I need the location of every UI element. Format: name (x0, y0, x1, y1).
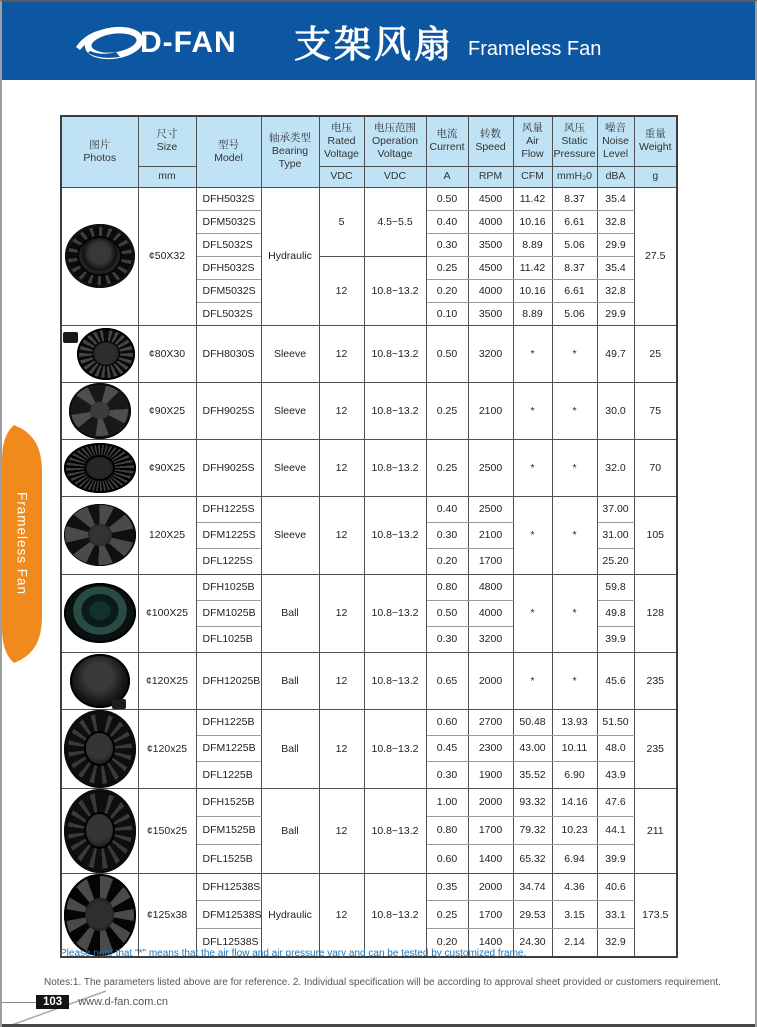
noise-cell: 30.0 (597, 382, 634, 439)
noise-cell: 32.8 (597, 279, 634, 302)
page-title (294, 2, 601, 80)
air-flow-cell: 11.42 (513, 187, 552, 210)
size-cell: ¢125x38 (138, 873, 196, 957)
air-flow-cell: 29.53 (513, 901, 552, 929)
model-cell: DFH1525B (196, 788, 261, 816)
fan-photo-cell (61, 439, 138, 496)
col-header-en: Current (429, 141, 465, 154)
weight-cell: 105 (634, 496, 677, 574)
col-header-static-pressure (552, 116, 597, 166)
static-pressure-cell: * (552, 496, 597, 574)
fan-swoosh-icon (72, 20, 146, 66)
rated-voltage-cell: 12 (319, 788, 364, 873)
air-flow-cell: 35.52 (513, 762, 552, 788)
fan-photo (69, 383, 131, 439)
noise-cell: 49.7 (597, 325, 634, 382)
operation-voltage-cell: 10.8~13.2 (364, 574, 426, 652)
col-header-en: Bearing Type (271, 145, 309, 171)
bearing-cell: Sleeve (261, 439, 319, 496)
model-cell: DFM5032S (196, 210, 261, 233)
noise-cell: 29.9 (597, 233, 634, 256)
spec-row (61, 873, 677, 901)
air-flow-cell: 34.74 (513, 873, 552, 901)
fan-photo-cell (61, 873, 138, 957)
noise-cell: 32.8 (597, 210, 634, 233)
size-cell: ¢100X25 (138, 574, 196, 652)
col-unit-rated-voltage: VDC (319, 166, 364, 187)
speed-cell: 2700 (468, 709, 513, 735)
static-pressure-cell: 14.16 (552, 788, 597, 816)
col-header-weight (634, 116, 677, 166)
col-header-operation-voltage (364, 116, 426, 166)
spec-row (61, 496, 677, 522)
fan-photo (64, 789, 136, 873)
current-cell: 0.40 (426, 496, 468, 522)
col-unit-speed: RPM (468, 166, 513, 187)
fan-photo (64, 504, 136, 566)
page-number-badge: 103 (36, 995, 69, 1009)
weight-cell: 235 (634, 652, 677, 709)
col-header-en: Air Flow (521, 134, 544, 160)
spec-row (61, 187, 677, 210)
operation-voltage-cell: 4.5~5.5 (364, 187, 426, 256)
col-header-noise-level (597, 116, 634, 166)
model-cell: DFL1025B (196, 626, 261, 652)
size-cell: 120X25 (138, 496, 196, 574)
current-cell: 0.60 (426, 845, 468, 873)
noise-cell: 59.8 (597, 574, 634, 600)
static-pressure-cell: 8.37 (552, 187, 597, 210)
model-cell: DFH1225S (196, 496, 261, 522)
fan-photo-cell (61, 325, 138, 382)
rated-voltage-cell: 5 (319, 187, 364, 256)
col-header-zh: 轴承类型 (269, 132, 311, 145)
speed-cell: 4500 (468, 256, 513, 279)
spec-row (61, 709, 677, 735)
size-cell: ¢120X25 (138, 652, 196, 709)
website-url: www.d-fan.com.cn (78, 996, 169, 1008)
current-cell: 0.30 (426, 626, 468, 652)
weight-cell: 173.5 (634, 873, 677, 957)
speed-cell: 2000 (468, 788, 513, 816)
weight-cell: 128 (634, 574, 677, 652)
fan-photo-cell (61, 709, 138, 788)
rated-voltage-cell: 12 (319, 652, 364, 709)
current-cell: 0.25 (426, 256, 468, 279)
fan-photo-cell (61, 496, 138, 574)
size-cell: ¢120x25 (138, 709, 196, 788)
rated-voltage-cell: 12 (319, 256, 364, 325)
speed-cell: 3200 (468, 626, 513, 652)
rated-voltage-cell: 12 (319, 382, 364, 439)
col-unit-static-pressure: mmH₂0 (552, 166, 597, 187)
col-header-en: Static Pressure (553, 134, 596, 160)
footer-rule (2, 1002, 36, 1003)
air-flow-cell: * (513, 382, 552, 439)
current-cell: 1.00 (426, 788, 468, 816)
col-header-en: Rated Voltage (323, 134, 360, 160)
speed-cell: 2500 (468, 496, 513, 522)
speed-cell: 1400 (468, 845, 513, 873)
air-flow-cell: * (513, 652, 552, 709)
fan-photo (64, 874, 136, 956)
speed-cell: 1900 (468, 762, 513, 788)
air-flow-cell: * (513, 574, 552, 652)
speed-cell: 1400 (468, 929, 513, 957)
static-pressure-cell: * (552, 574, 597, 652)
bearing-cell: Ball (261, 652, 319, 709)
current-cell: 0.20 (426, 929, 468, 957)
speed-cell: 2100 (468, 382, 513, 439)
col-header-bearing-type (261, 116, 319, 187)
side-tab-label: Frameless Fan (14, 492, 30, 596)
page-title-chinese: 支架风扇 (294, 24, 454, 65)
static-pressure-cell: 5.06 (552, 302, 597, 325)
asterisk-footnote: Please note that "*" means that the air flow and air pressure vary and can be tested by customized frame. (60, 948, 527, 959)
static-pressure-cell: 10.23 (552, 816, 597, 844)
col-header-zh: 噪音 (605, 121, 626, 134)
bearing-cell: Sleeve (261, 496, 319, 574)
col-header-zh: 重量 (644, 128, 666, 141)
noise-cell: 32.0 (597, 439, 634, 496)
spec-row (61, 788, 677, 816)
fan-photo-cell (61, 652, 138, 709)
col-header-zh: 风压 (564, 121, 585, 134)
operation-voltage-cell: 10.8~13.2 (364, 652, 426, 709)
size-cell: ¢80X30 (138, 325, 196, 382)
noise-cell: 48.0 (597, 735, 634, 761)
speed-cell: 2100 (468, 522, 513, 548)
speed-cell: 4000 (468, 600, 513, 626)
col-header-en: Size (156, 141, 178, 154)
speed-cell: 4500 (468, 187, 513, 210)
col-header-en: Operation Voltage (371, 134, 419, 160)
static-pressure-cell: * (552, 652, 597, 709)
current-cell: 0.40 (426, 210, 468, 233)
air-flow-cell: 43.00 (513, 735, 552, 761)
static-pressure-cell: * (552, 439, 597, 496)
current-cell: 0.80 (426, 574, 468, 600)
col-header-air-flow (513, 116, 552, 166)
col-unit-noise-level: dBA (597, 166, 634, 187)
operation-voltage-cell: 10.8~13.2 (364, 382, 426, 439)
rated-voltage-cell: 12 (319, 496, 364, 574)
rated-voltage-cell: 12 (319, 574, 364, 652)
speed-cell: 4800 (468, 574, 513, 600)
col-header-en: Noise Level (602, 134, 629, 160)
current-cell: 0.30 (426, 233, 468, 256)
fan-photo (64, 583, 136, 643)
operation-voltage-cell: 10.8~13.2 (364, 709, 426, 788)
model-cell: DFH9025S (196, 382, 261, 439)
noise-cell: 40.6 (597, 873, 634, 901)
model-cell: DFH1025B (196, 574, 261, 600)
current-cell: 0.30 (426, 522, 468, 548)
current-cell: 0.50 (426, 600, 468, 626)
model-cell: DFL1225S (196, 548, 261, 574)
air-flow-cell: 24.30 (513, 929, 552, 957)
model-cell: DFH5032S (196, 256, 261, 279)
noise-cell: 43.9 (597, 762, 634, 788)
fan-photo-cell (61, 574, 138, 652)
current-cell: 0.20 (426, 548, 468, 574)
static-pressure-cell: 8.37 (552, 256, 597, 279)
current-cell: 0.10 (426, 302, 468, 325)
model-cell: DFH9025S (196, 439, 261, 496)
noise-cell: 39.9 (597, 626, 634, 652)
size-cell: ¢90X25 (138, 439, 196, 496)
header-bar (2, 2, 755, 80)
operation-voltage-cell: 10.8~13.2 (364, 873, 426, 957)
static-pressure-cell: 13.93 (552, 709, 597, 735)
col-header-model (196, 116, 261, 187)
noise-cell: 25.20 (597, 548, 634, 574)
noise-cell: 39.9 (597, 845, 634, 873)
model-cell: DFM12538S (196, 901, 261, 929)
bearing-cell: Sleeve (261, 382, 319, 439)
air-flow-cell: * (513, 325, 552, 382)
weight-cell: 27.5 (634, 187, 677, 325)
spec-row (61, 382, 677, 439)
bearing-cell: Ball (261, 788, 319, 873)
col-unit-current: A (426, 166, 468, 187)
operation-voltage-cell: 10.8~13.2 (364, 439, 426, 496)
speed-cell: 2000 (468, 652, 513, 709)
noise-cell: 35.4 (597, 187, 634, 210)
col-header-en: Weight (639, 141, 672, 154)
bearing-cell: Ball (261, 709, 319, 788)
current-cell: 0.60 (426, 709, 468, 735)
col-header-zh: 电流 (436, 128, 458, 141)
speed-cell: 3500 (468, 302, 513, 325)
bearing-cell: Ball (261, 574, 319, 652)
col-header-photos (61, 116, 138, 187)
rated-voltage-cell: 12 (319, 325, 364, 382)
noise-cell: 33.1 (597, 901, 634, 929)
noise-cell: 47.6 (597, 788, 634, 816)
noise-cell: 35.4 (597, 256, 634, 279)
current-cell: 0.20 (426, 279, 468, 302)
weight-cell: 75 (634, 382, 677, 439)
col-unit-operation-voltage: VDC (364, 166, 426, 187)
current-cell: 0.50 (426, 187, 468, 210)
static-pressure-cell: 10.11 (552, 735, 597, 761)
static-pressure-cell: 6.61 (552, 279, 597, 302)
weight-cell: 235 (634, 709, 677, 788)
model-cell: DFM1225B (196, 735, 261, 761)
weight-cell: 70 (634, 439, 677, 496)
current-cell: 0.25 (426, 901, 468, 929)
current-cell: 0.65 (426, 652, 468, 709)
weight-cell: 25 (634, 325, 677, 382)
current-cell: 0.50 (426, 325, 468, 382)
air-flow-cell: 50.48 (513, 709, 552, 735)
model-cell: DFM1025B (196, 600, 261, 626)
noise-cell: 49.8 (597, 600, 634, 626)
model-cell: DFL1525B (196, 845, 261, 873)
air-flow-cell: 8.89 (513, 302, 552, 325)
model-cell: DFH5032S (196, 187, 261, 210)
frameless-fan-side-tab (2, 425, 44, 663)
speed-cell: 2300 (468, 735, 513, 761)
fan-photo (64, 710, 136, 788)
speed-cell: 2000 (468, 873, 513, 901)
model-cell: DFM1225S (196, 522, 261, 548)
col-header-zh: 尺寸 (156, 128, 178, 141)
col-unit-air-flow: CFM (513, 166, 552, 187)
fan-photo-cell (61, 187, 138, 325)
air-flow-cell: 10.16 (513, 279, 552, 302)
rated-voltage-cell: 12 (319, 709, 364, 788)
bearing-cell: Hydraulic (261, 873, 319, 957)
current-cell: 0.25 (426, 382, 468, 439)
spec-row (61, 652, 677, 709)
spec-row (61, 439, 677, 496)
col-header-zh: 转数 (480, 128, 501, 141)
spec-row (61, 574, 677, 600)
current-cell: 0.30 (426, 762, 468, 788)
fan-photo (77, 328, 135, 380)
col-header-en: Model (214, 151, 243, 164)
static-pressure-cell: 2.14 (552, 929, 597, 957)
spec-row (61, 325, 677, 382)
noise-cell: 45.6 (597, 652, 634, 709)
logo-text: D-FAN (140, 26, 237, 59)
static-pressure-cell: 4.36 (552, 873, 597, 901)
col-header-speed (468, 116, 513, 166)
noise-cell: 44.1 (597, 816, 634, 844)
air-flow-cell: * (513, 439, 552, 496)
current-cell: 0.35 (426, 873, 468, 901)
speed-cell: 1700 (468, 816, 513, 844)
size-cell: ¢50X32 (138, 187, 196, 325)
col-header-zh: 型号 (218, 138, 239, 151)
fan-photo (70, 654, 130, 708)
rated-voltage-cell: 12 (319, 873, 364, 957)
speed-cell: 3200 (468, 325, 513, 382)
col-header-zh: 电压 (331, 121, 352, 134)
air-flow-cell: * (513, 496, 552, 574)
model-cell: DFM5032S (196, 279, 261, 302)
current-cell: 0.45 (426, 735, 468, 761)
size-cell: ¢90X25 (138, 382, 196, 439)
speed-cell: 4000 (468, 210, 513, 233)
dfan-logo (72, 20, 237, 66)
model-cell: DFM1525B (196, 816, 261, 844)
operation-voltage-cell: 10.8~13.2 (364, 788, 426, 873)
fan-photo-cell (61, 382, 138, 439)
size-cell: ¢150x25 (138, 788, 196, 873)
static-pressure-cell: 6.94 (552, 845, 597, 873)
air-flow-cell: 79.32 (513, 816, 552, 844)
static-pressure-cell: * (552, 382, 597, 439)
col-header-current (426, 116, 468, 166)
current-cell: 0.80 (426, 816, 468, 844)
page-footer (36, 995, 168, 1009)
col-header-en: Speed (475, 141, 506, 154)
noise-cell: 31.00 (597, 522, 634, 548)
air-flow-cell: 11.42 (513, 256, 552, 279)
static-pressure-cell: 3.15 (552, 901, 597, 929)
col-header-zh: 风量 (522, 121, 543, 134)
operation-voltage-cell: 10.8~13.2 (364, 256, 426, 325)
speed-cell: 1700 (468, 901, 513, 929)
model-cell: DFL12538S (196, 929, 261, 957)
fan-photo (64, 443, 136, 493)
weight-cell: 211 (634, 788, 677, 873)
model-cell: DFH12538S (196, 873, 261, 901)
col-header-size (138, 116, 196, 166)
speed-cell: 3500 (468, 233, 513, 256)
col-header-zh: 电压范围 (374, 121, 416, 134)
current-cell: 0.25 (426, 439, 468, 496)
air-flow-cell: 8.89 (513, 233, 552, 256)
model-cell: DFL1225B (196, 762, 261, 788)
static-pressure-cell: 6.90 (552, 762, 597, 788)
fan-photo-cell (61, 788, 138, 873)
noise-cell: 51.50 (597, 709, 634, 735)
notes-line: Notes:1. The parameters listed above are for reference. 2. Individual specification will be according to approval sheet provided or customers requirement. (44, 977, 721, 988)
col-unit-weight: g (634, 166, 677, 187)
speed-cell: 4000 (468, 279, 513, 302)
bearing-cell: Sleeve (261, 325, 319, 382)
static-pressure-cell: * (552, 325, 597, 382)
col-unit-size: mm (138, 166, 196, 187)
page-title-english: Frameless Fan (468, 37, 602, 60)
fan-photo (65, 224, 135, 288)
noise-cell: 29.9 (597, 302, 634, 325)
noise-cell: 37.00 (597, 496, 634, 522)
col-header-zh: 图片 (89, 138, 111, 151)
model-cell: DFH1225B (196, 709, 261, 735)
model-cell: DFL5032S (196, 233, 261, 256)
rated-voltage-cell: 12 (319, 439, 364, 496)
air-flow-cell: 93.32 (513, 788, 552, 816)
air-flow-cell: 65.32 (513, 845, 552, 873)
col-header-en: Photos (83, 151, 117, 164)
speed-cell: 1700 (468, 548, 513, 574)
operation-voltage-cell: 10.8~13.2 (364, 496, 426, 574)
operation-voltage-cell: 10.8~13.2 (364, 325, 426, 382)
fan-spec-table (60, 115, 678, 958)
col-header-rated-voltage (319, 116, 364, 166)
static-pressure-cell: 6.61 (552, 210, 597, 233)
air-flow-cell: 10.16 (513, 210, 552, 233)
bearing-cell: Hydraulic (261, 187, 319, 325)
noise-cell: 32.9 (597, 929, 634, 957)
model-cell: DFL5032S (196, 302, 261, 325)
model-cell: DFH8030S (196, 325, 261, 382)
static-pressure-cell: 5.06 (552, 233, 597, 256)
speed-cell: 2500 (468, 439, 513, 496)
model-cell: DFH12025B (196, 652, 261, 709)
